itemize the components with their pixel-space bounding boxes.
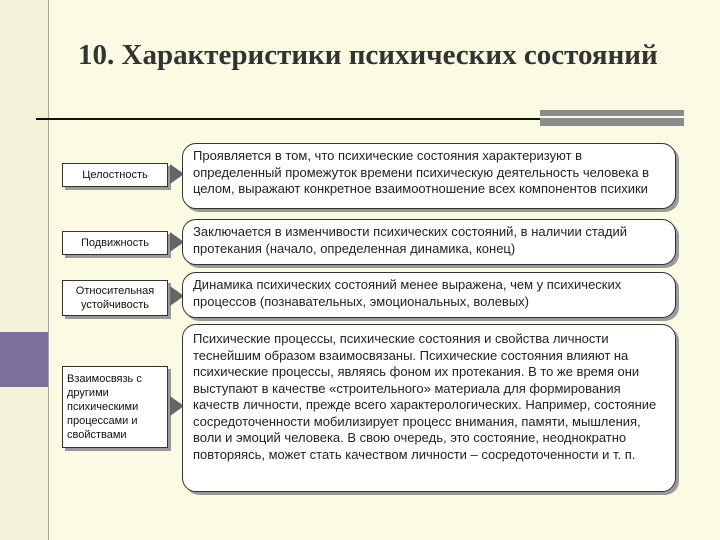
slide-title: 10. Характеристики психических состояний [78,39,658,71]
description-interconnection: Психические процессы, психические состояния и свойства личности теснейшим образом взаимосвязаны. Психические состояния влияют на психические процессы, являясь фоном их протекания. В то же время они выступают в качестве «строительного» материала для формирования качеств личности, прежде всего характерологических. Например, состояние сосредоточенности мобилизирует процесс внимания, памяти, мышления, воли и эмоций человека. В свою очередь, это состояние, неоднократно повторяясь, может стать качеством личности – сосредоточенности и т. п. [182,324,676,492]
description-relative-stability: Динамика психических состояний менее выражена, чем у психических процессов (познавательных, эмоциональных, волевых) [182,272,676,318]
term-interconnection: Взаимосвязь с другими психическими процессами и свойствами [62,366,168,448]
description-integrity: Проявляется в том, что психические состояния характеризуют в определенный промежуток времени психическую деятельность человека в целом, выражают конкретное взаимоотношение всех компонентов психики [182,143,676,209]
title-accent-block [540,110,684,126]
term-integrity: Целостность [62,163,168,187]
term-relative-stability: Относительная устойчивость [62,280,168,316]
decorative-bar [0,332,48,387]
left-strip [0,0,49,540]
description-mobility: Заключается в изменчивости психических состояний, в наличии стадий протекания (начало, определенная динамика, конец) [182,219,676,265]
term-mobility: Подвижность [62,231,168,255]
